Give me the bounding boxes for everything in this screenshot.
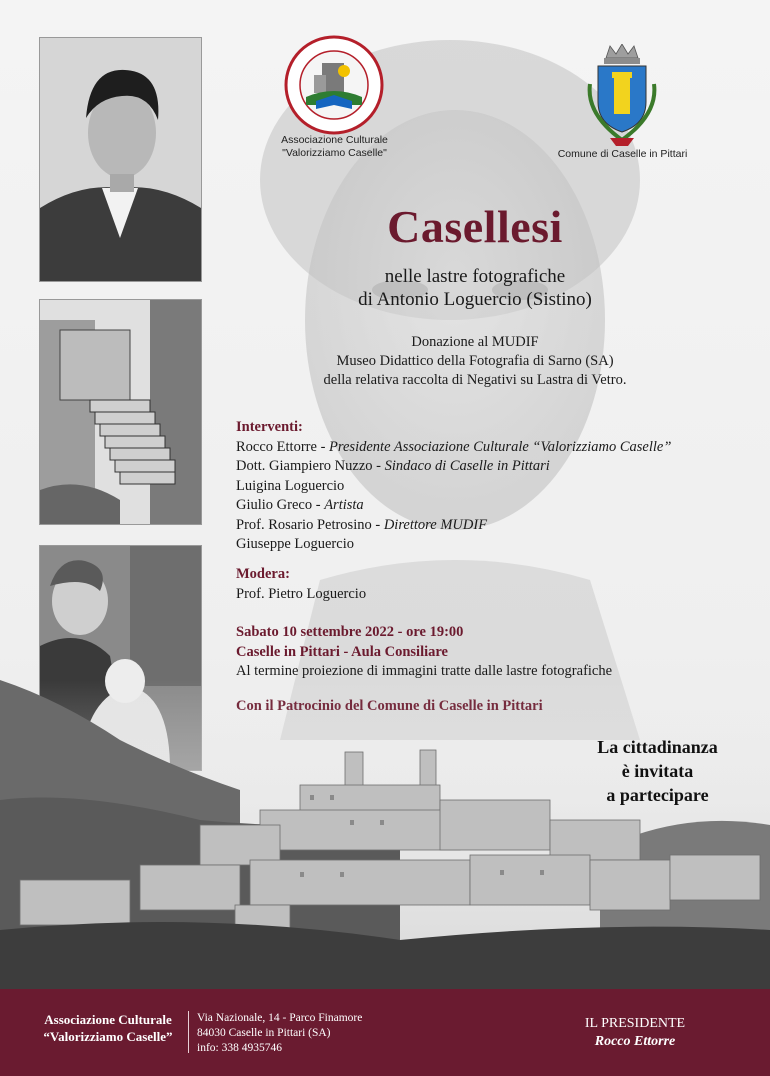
footer-association [28,1011,188,1045]
speaker-name: Luigina Loguercio [236,477,345,494]
poster-title: Casellesi [387,201,563,252]
footer-assoc-line: Associazione Culturale [44,1012,172,1027]
speaker-row [236,477,756,497]
speaker-name: Giuseppe Loguercio [236,536,354,552]
speaker-role: Direttore MUDIF [383,516,488,533]
donation-line: Donazione al MUDIF [411,334,539,350]
footer-address [197,1011,417,1056]
footer-divider [188,1011,189,1053]
speaker-role: Presidente Associazione Culturale “Valorizziamo Caselle” [329,438,672,455]
speaker-role: Artista [324,497,364,513]
president-name: Rocco Ettorre [594,1034,676,1049]
village-landscape-photo [0,680,770,990]
speaker-row [236,438,756,458]
invite-line: è invitata [621,761,694,781]
caption-line: Associazione Culturale [281,134,388,146]
comune-caption: Comune di Caselle in Pittari [557,148,688,160]
speaker-name: Giulio Greco [236,497,313,513]
donation-text [230,333,720,390]
speaker-role: Sindaco di Caselle in Pittari [384,458,550,474]
speaker-row [236,496,756,516]
president-title: IL PRESIDENTE [584,1016,686,1031]
interventi-section [236,418,756,555]
interventi-label: Interventi: [236,419,303,435]
event-date: Sabato 10 settembre 2022 - ore 19:00 [236,624,464,640]
donation-line: Museo Didattico della Fotografia di Sarno (SA) [336,353,614,369]
speaker-sep: - [372,458,385,474]
event-note: Al termine proiezione di immagini tratte dalle lastre fotografiche [236,663,613,679]
poster-subtitle [250,265,700,311]
invite-line: a partecipare [606,785,709,805]
invite-line: La cittadinanza [597,737,718,757]
speaker-sep: - [312,497,325,513]
footer-president [560,1015,710,1051]
sketch-stairs-photo [39,299,202,525]
contact-line: info: 338 4935746 [197,1042,282,1054]
modera-label: Modera: [236,566,290,582]
association-logo [284,35,384,135]
footer-bar [0,989,770,1076]
address-line: Via Nazionale, 14 - Parco Finamore [197,1012,363,1024]
moderator-name: Prof. Pietro Loguercio [236,585,367,602]
speaker-sep: - [316,438,330,455]
donation-line: della relativa raccolta di Negativi su Lastra di Vetro. [323,372,627,388]
caption-line: "Valorizziamo Caselle" [282,147,387,159]
speaker-row [236,535,756,555]
coat-of-arms-icon [584,44,660,148]
subtitle-line: nelle lastre fotografiche [384,266,566,287]
speaker-name: Rocco Ettorre [236,438,317,455]
subtitle-line: di Antonio Loguercio (Sistino) [358,289,592,310]
speaker-row [236,516,756,536]
modera-section [236,565,756,604]
address-line: 84030 Caselle in Pittari (SA) [197,1027,331,1039]
speaker-name: Prof. Rosario Petrosino [236,516,372,533]
association-logo-caption [262,134,407,160]
speaker-name: Dott. Giampiero Nuzzo [236,458,373,474]
footer-assoc-line: “Valorizziamo Caselle” [43,1029,173,1044]
invitation-text [560,735,755,807]
speaker-row [236,457,756,477]
event-place: Caselle in Pittari - Aula Consiliare [236,643,448,660]
event-details [236,623,756,682]
speaker-sep: - [371,516,384,533]
portrait-photo-young-man [39,37,202,282]
